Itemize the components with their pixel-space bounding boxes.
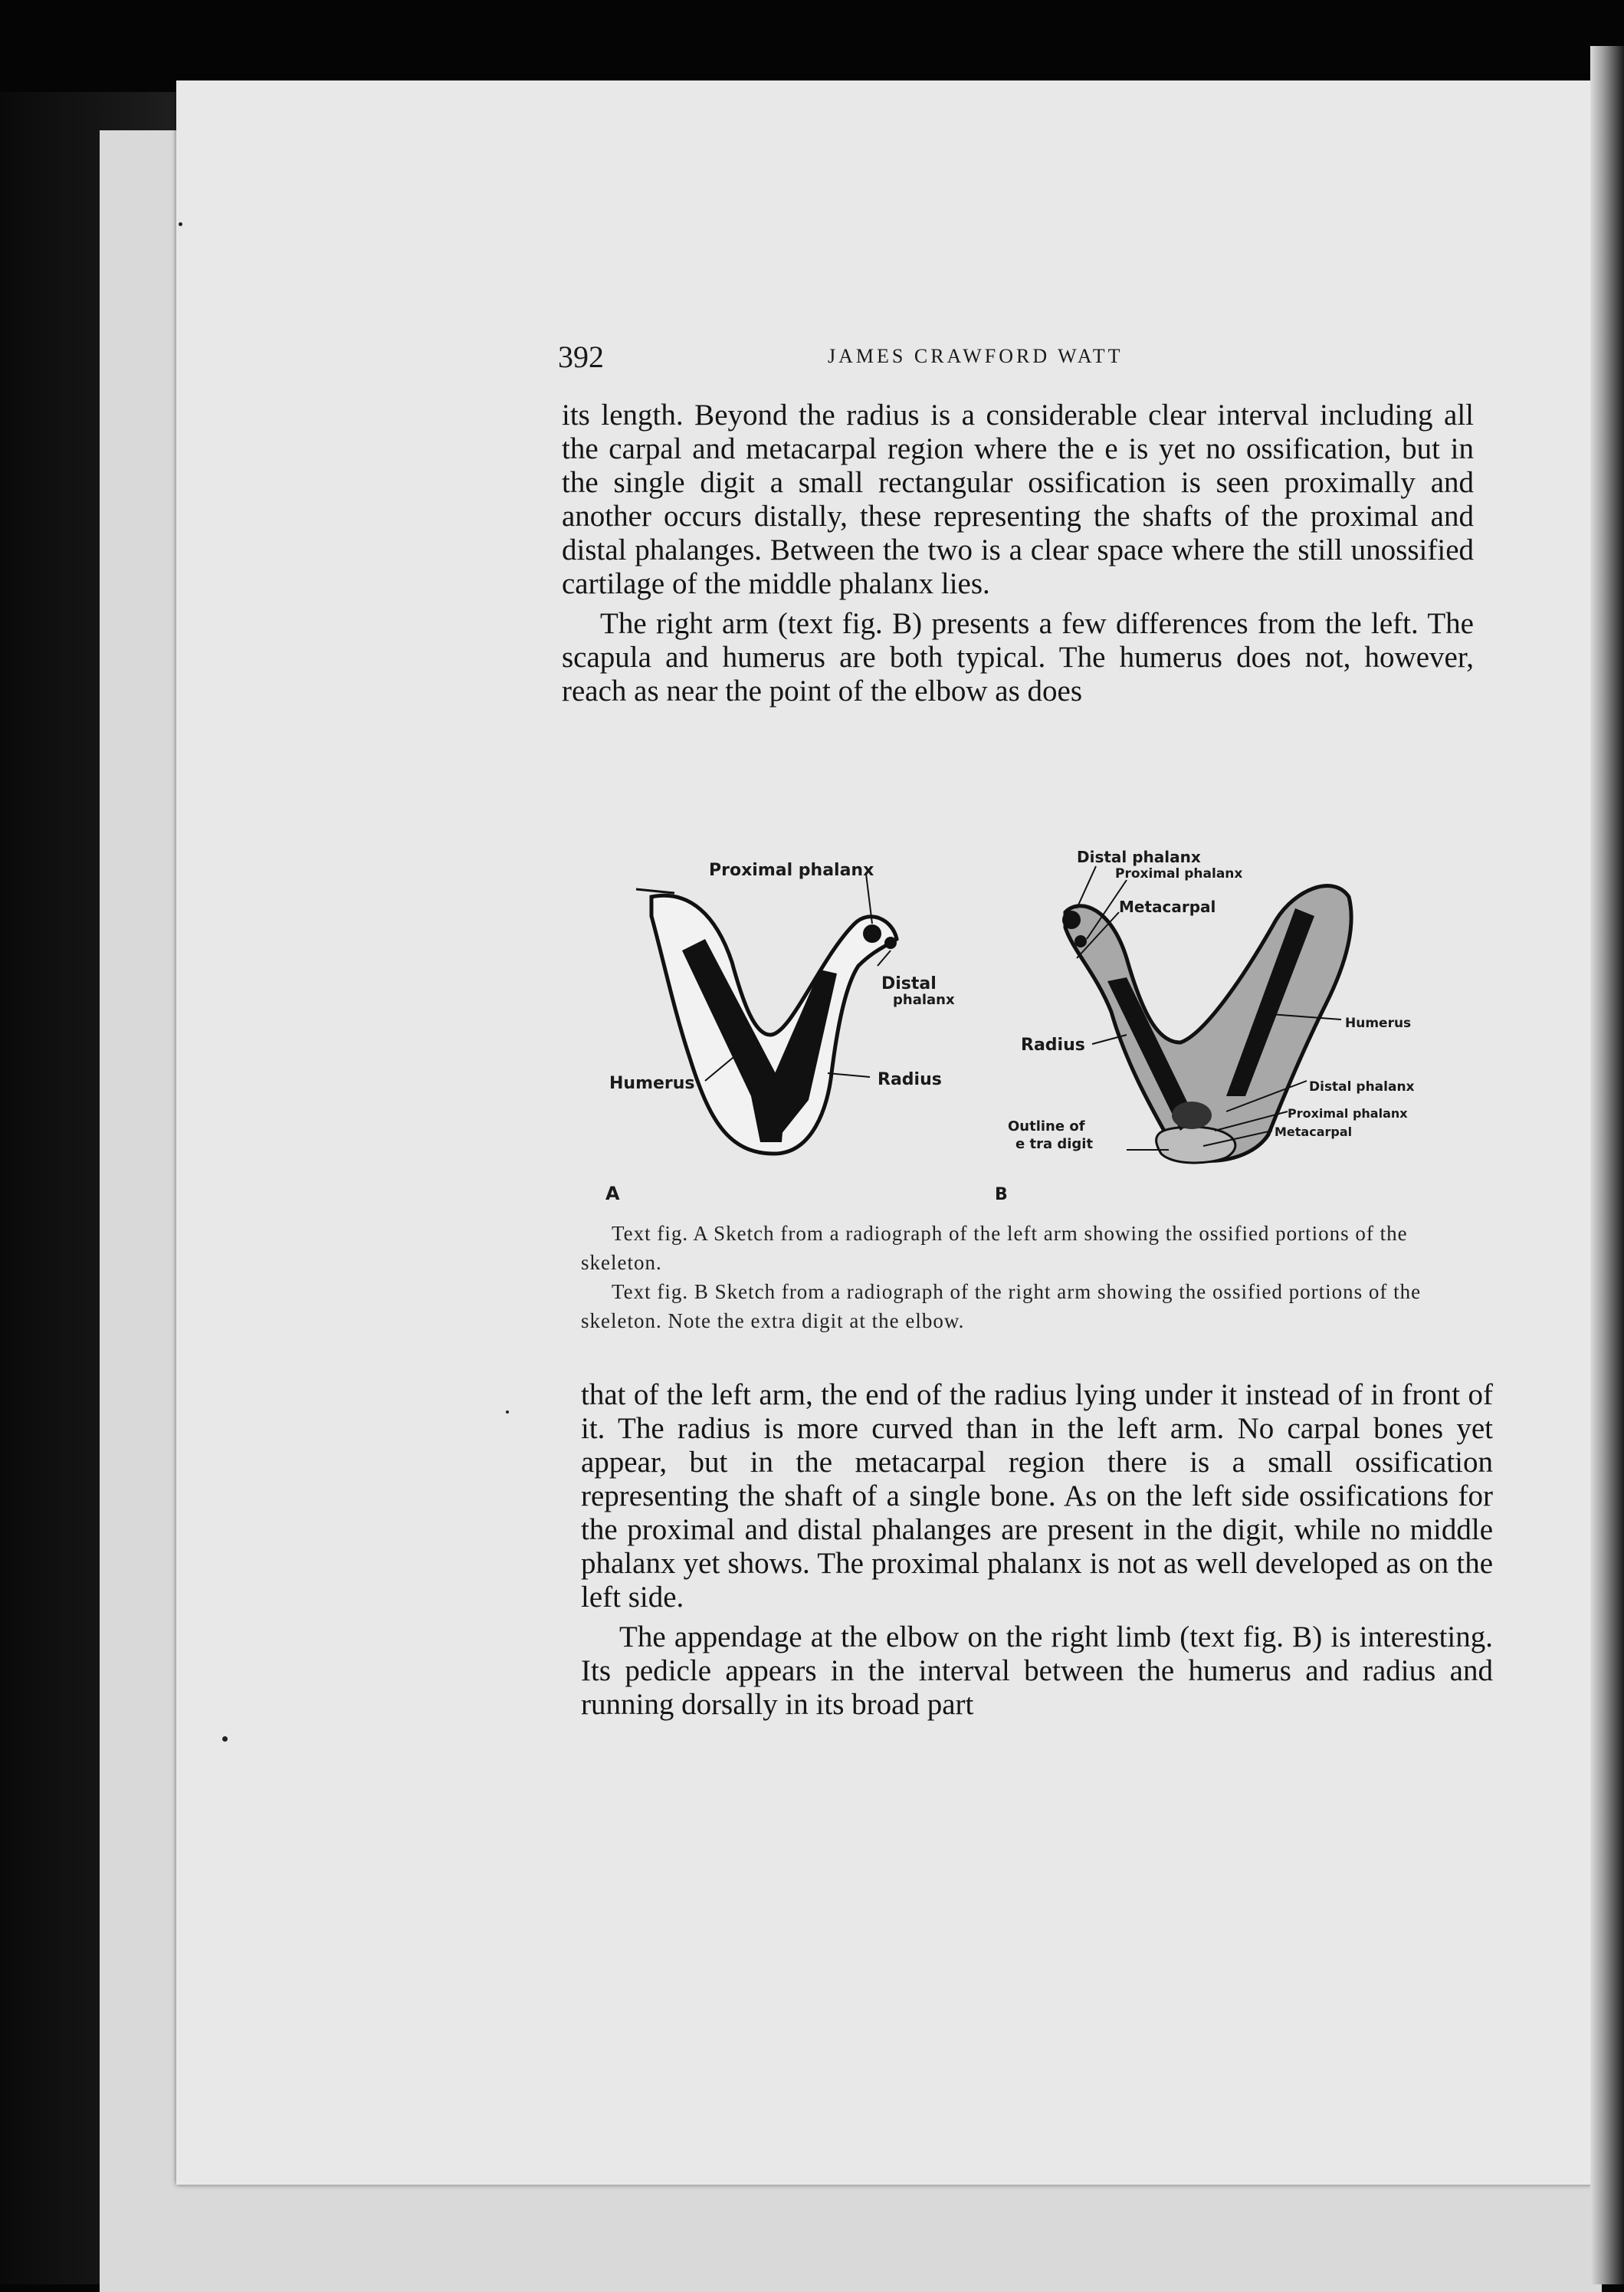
label-proximal-phalanx: Proximal phalanx (709, 861, 874, 880)
body-text-top (562, 399, 1474, 714)
leader-line (1077, 866, 1096, 908)
running-head: JAMES CRAWFORD WATT (828, 345, 1124, 367)
label-radius: Radius (1021, 1036, 1085, 1055)
paragraph: that of the left arm, the end of the radius lying under it instead of in front of it. The radius is more curved than in the left arm. No carpal bones yet appear, but in the metacarpal region there is a small ossification representing the shaft of a single bone. As on the left side ossifications for the proximal and distal phalanges are present in the digit, while no middle phalanx yet shows. The proximal phalanx is not as well developed as on the left side. (581, 1378, 1493, 1614)
leader-line (878, 951, 891, 966)
label-distal-1: Distal (881, 974, 937, 993)
scan-speck (179, 222, 182, 226)
paragraph: The appendage at the elbow on the right limb (text fig. B) is interesting. Its pedicle appears in the interval between the humerus and radius and running dorsally in its broad part (581, 1620, 1493, 1721)
label-humerus: Humerus (1345, 1016, 1412, 1031)
book-spine-edge (1590, 46, 1624, 2284)
caption-a: Text fig. A Sketch from a radiograph of the left arm showing the ossified portions of the skeleton. (581, 1222, 1408, 1274)
figure-captions (581, 1219, 1485, 1335)
label-radius: Radius (878, 1070, 942, 1089)
distal-phalanx-mark (1062, 911, 1081, 929)
metacarpal-extra-mark (1172, 1102, 1212, 1129)
proximal-phalanx-mark (1074, 935, 1087, 947)
panel-b-letter: B (995, 1185, 1008, 1204)
label-distal-phalanx-2: Distal phalanx (1309, 1079, 1415, 1095)
panel-a-letter: A (605, 1183, 620, 1204)
leader-line (636, 889, 674, 893)
caption-b: Text fig. B Sketch from a radiograph of the right arm showing the ossified portions of the skeleton. Note the extra digit at the elbow. (581, 1280, 1422, 1332)
label-outline-2: e tra digit (1015, 1136, 1094, 1152)
label-metacarpal: Metacarpal (1119, 898, 1216, 916)
extra-digit-outline (1156, 1127, 1235, 1163)
label-humerus: Humerus (609, 1074, 695, 1093)
proximal-phalanx-mark (863, 924, 881, 943)
label-distal-2: phalanx (893, 992, 955, 1008)
paragraph: its length. Beyond the radius is a considerable clear interval including all the carpal and metacarpal region where the e is yet no ossification, but in the single digit a small rectangular ossification is seen proximally and another occurs distally, these representing the shafts of the proximal and distal phalanges. Between the two is a clear space where the still unossified cartilage of the middle phalanx lies. (562, 399, 1474, 600)
distal-phalanx-mark (884, 937, 897, 949)
figure-sketch (590, 843, 1456, 1219)
panel-a (605, 861, 955, 1204)
panel-b (995, 848, 1415, 1204)
label-distal-phalanx: Distal phalanx (1077, 848, 1201, 866)
scan-speck (506, 1410, 509, 1414)
label-proximal-phalanx-2: Proximal phalanx (1288, 1106, 1408, 1121)
text-figure (590, 843, 1456, 1219)
label-proximal-phalanx: Proximal phalanx (1115, 866, 1243, 882)
page-number: 392 (558, 340, 604, 374)
page-header (558, 339, 1501, 385)
paragraph: The right arm (text fig. B) presents a few differences from the left. The scapula and humerus are both typical. The humerus does not, however, reach as near the point of the elbow as does (562, 607, 1474, 708)
body-text-bottom (581, 1378, 1493, 1728)
leader-line (828, 1073, 870, 1077)
scan-speck (222, 1736, 228, 1742)
label-outline-1: Outline of (1008, 1118, 1085, 1135)
label-metacarpal-2: Metacarpal (1275, 1125, 1353, 1139)
